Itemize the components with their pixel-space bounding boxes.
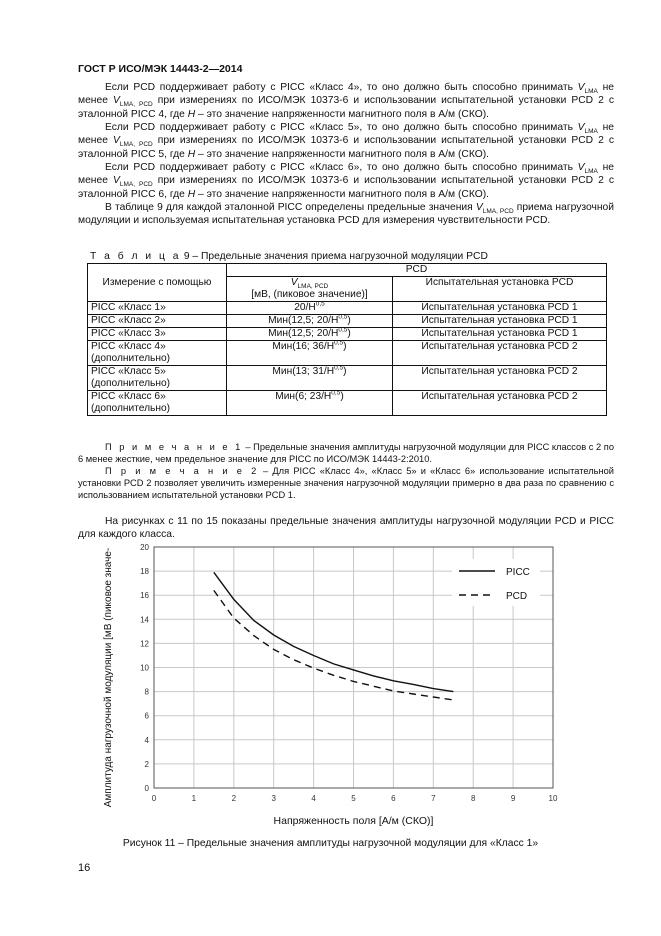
y-tick-label: 20 bbox=[140, 543, 149, 552]
row-setup: Испытательная установка PCD 1 bbox=[393, 302, 607, 315]
row-value: Мин(12,5; $20/H^{0,5}$) bbox=[227, 328, 393, 341]
page-number: 16 bbox=[78, 862, 91, 874]
row-value: Мин(12,5; $20/H^{0,5}$) bbox=[227, 315, 393, 328]
row-value: Мин(6; $23/H^{0,5}$) bbox=[227, 391, 393, 416]
row-label: PICC «Класс 5» (дополнительно) bbox=[88, 366, 227, 391]
legend-label-pcd: PCD bbox=[506, 591, 528, 602]
y-tick-label: 10 bbox=[140, 663, 149, 673]
row-setup: Испытательная установка PCD 1 bbox=[393, 315, 607, 328]
y-tick-label: 4 bbox=[144, 735, 149, 745]
series-line-pcd bbox=[214, 590, 453, 700]
table-caption: Т а б л и ц а 9 – Предельные значения приема нагрузочной модуляции PCD bbox=[90, 251, 488, 262]
y-tick-label: 14 bbox=[140, 615, 149, 625]
paragraph-class-5: Если PCD поддерживает работу с PICC «Класс 5», то оно должно быть способно принимать $V_{LMA}$ не менее $V_{LMA, PCD}$ при измерениях по ИСО/МЭК 10373-6 и использовании испытательной установки PCD 2 с эталонной PICC 5, где H – это значение напряженности магнитного поля в А/м (СКО). bbox=[78, 122, 615, 160]
figure-caption: Рисунок 11 – Предельные значения амплитуды нагрузочной модуляции для «Класс 1» bbox=[122, 838, 539, 849]
row-setup: Испытательная установка PCD 2 bbox=[393, 391, 607, 416]
series-line-picc bbox=[214, 572, 453, 691]
x-tick-label: 4 bbox=[311, 794, 316, 803]
y-tick-label: 18 bbox=[140, 567, 149, 577]
x-tick-label: 9 bbox=[510, 794, 516, 803]
x-tick-label: 1 bbox=[191, 794, 197, 803]
row-value: Мин(13; $31/H^{0,5}$) bbox=[227, 366, 393, 391]
x-axis-label: Напряженность поля [А/м (СКО)] bbox=[273, 815, 434, 827]
document-header: ГОСТ Р ИСО/МЭК 14443-2—2014 bbox=[78, 63, 243, 75]
paragraph-table-intro: В таблице 9 для каждой эталонной PICC определены предельные значения $V_{LMA, PCD}$ приема нагрузочной модуляции и используемая испытательная установка PCD для измерения чувствительности PCD. bbox=[78, 202, 614, 227]
x-tick-label: 0 bbox=[151, 794, 157, 803]
col-header-vlma: $V_{LMA, PCD}$ [мВ, (пиковое значение)] bbox=[227, 277, 393, 302]
row-setup: Испытательная установка PCD 2 bbox=[393, 366, 607, 391]
x-tick-label: 3 bbox=[271, 794, 276, 803]
y-tick-label: 12 bbox=[140, 639, 149, 649]
y-tick-label: 8 bbox=[144, 687, 149, 697]
paragraph-class-6: Если PCD поддерживает работу с PICC «Класс 6», то оно должно быть способно принимать $V_{LMA}$ не менее $V_{LMA, PCD}$ при измерениях по ИСО/МЭК 10373-6 и использовании испытательной установки PCD 2 с эталонной PICC 6, где H – это значение напряженности магнитного поля в А/м (СКО). bbox=[78, 162, 615, 200]
note-2: П р и м е ч а н и е 2 – Для PICC «Класс 4», «Класс 5» и «Класс 6» использование испытательной установки PCD 2 позволяет увеличить измеренные значения нагрузочной модуляции примерно в два раза по сравнению с использованием испытательной установки PCD 1. bbox=[78, 466, 614, 501]
row-setup: Испытательная установка PCD 1 bbox=[393, 328, 607, 341]
chart-legend bbox=[452, 559, 540, 606]
y-axis-label: Амплитуда нагрузочной модуляции [мВ (пиковое значе- bbox=[103, 547, 114, 808]
paragraph-class-4: Если PCD поддерживает работу с PICC «Класс 4», то оно должно быть способно принимать $V_{LMA}$ не менее $V_{LMA, PCD}$ при измерениях по ИСО/МЭК 10373-6 и использовании испытательной установки PCD 2 с эталонной PICC 4, где H – это значение напряженности магнитного поля в А/м (СКО). bbox=[78, 82, 615, 120]
x-tick-label: 2 bbox=[231, 794, 237, 803]
row-label: PICC «Класс 2» bbox=[88, 315, 227, 328]
y-tick-label: 2 bbox=[144, 759, 149, 769]
x-tick-label: 10 bbox=[548, 794, 558, 803]
col-header-pcd: PCD bbox=[227, 264, 607, 277]
row-value: $20/H^{0,5}$ bbox=[227, 302, 393, 315]
x-tick-label: 6 bbox=[391, 794, 396, 803]
x-tick-label: 5 bbox=[351, 794, 356, 803]
note-1: П р и м е ч а н и е 1 – Предельные значения амплитуды нагрузочной модуляции для PICC классов с 2 по 6 менее жесткие, чем предельное значение для PICC по ИСО/МЭК 14443-2:2010. bbox=[78, 442, 614, 465]
x-tick-label: 8 bbox=[470, 794, 476, 803]
chart-series bbox=[214, 572, 453, 700]
row-label: PICC «Класс 3» bbox=[88, 328, 227, 341]
row-label: PICC «Класс 4» (дополнительно) bbox=[88, 341, 227, 366]
col-header-test-setup: Испытательная установка PCD bbox=[393, 277, 607, 302]
legend-label-picc: PICC bbox=[506, 567, 530, 578]
col-header-measurement: Измерение с помощью bbox=[88, 264, 227, 302]
y-tick-label: 6 bbox=[144, 711, 149, 721]
row-setup: Испытательная установка PCD 2 bbox=[393, 341, 607, 366]
row-label: PICC «Класс 1» bbox=[88, 302, 227, 315]
y-tick-label: 0 bbox=[144, 784, 149, 793]
y-tick-label: 16 bbox=[140, 591, 149, 601]
row-label: PICC «Класс 6» (дополнительно) bbox=[88, 391, 227, 416]
figure-intro: На рисунках с 11 по 15 показаны предельные значения амплитуды нагрузочной модуляции PCD и PICC для каждого класса. bbox=[78, 516, 614, 541]
x-tick-label: 7 bbox=[431, 794, 436, 803]
row-value: Мин(16; $36/H^{0,5}$) bbox=[227, 341, 393, 366]
